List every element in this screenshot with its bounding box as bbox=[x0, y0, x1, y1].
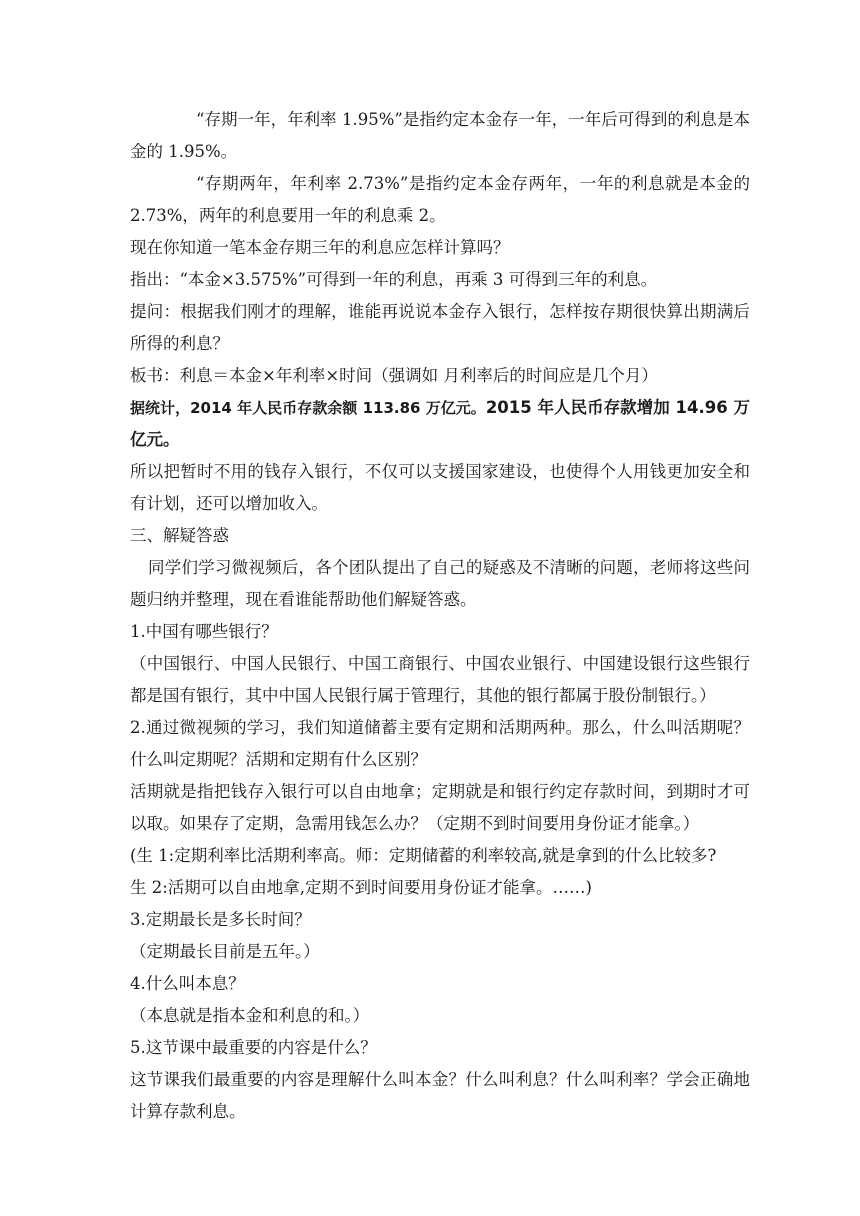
paragraph-rate-one-year: “存期一年，年利率 1.95%”是指约定本金存一年，一年后可得到的利息是本金的 1.95%。 bbox=[130, 110, 750, 161]
answer-5: 这节课我们最重要的内容是理解什么叫本金？什么叫利息？什么叫利率？学会正确地计算存款利息。 bbox=[130, 1070, 750, 1121]
answer-4: （本息就是指本金和利息的和。） bbox=[130, 1006, 370, 1025]
question-4: 4.什么叫本息？ bbox=[130, 974, 245, 993]
answer-3: （定期最长目前是五年。） bbox=[130, 942, 320, 961]
paragraph-board-formula: 板书：利息＝本金×年利率×时间（强调如 月利率后的时间应是几个月） bbox=[130, 366, 658, 385]
answer-2-student-1: (生 1:定期利率比活期利率高。师：定期储蓄的利率较高,就是拿到的什么比较多? bbox=[130, 846, 717, 865]
answer-1: （中国银行、中国人民银行、中国工商银行、中国农业银行、中国建设银行这些银行都是国有银行，其中中国人民银行属于管理行，其他的银行都属于股份制银行。） bbox=[130, 654, 750, 705]
statistics-2015: 2015 年人民币存款增加 14.96 万亿元。 bbox=[130, 398, 750, 449]
statistics-2014: 据统计，2014 年人民币存款余额 113.86 万亿元。 bbox=[130, 399, 486, 417]
paragraph-ask: 提问：根据我们刚才的理解，谁能再说说本金存入银行，怎样按存期很快算出期满后所得的利息？ bbox=[130, 302, 750, 353]
question-2: 2.通过微视频的学习，我们知道储蓄主要有定期和活期两种。那么，什么叫活期呢？什么叫定期呢？活期和定期有什么区别？ bbox=[130, 718, 750, 769]
paragraph-rate-two-years: “存期两年，年利率 2.73%”是指约定本金存两年，一年的利息就是本金的 2.73%，两年的利息要用一年的利息乘 2。 bbox=[130, 174, 750, 225]
paragraph-intro: 同学们学习微视频后，各个团队提出了自己的疑惑及不清晰的问题，老师将这些问题归纳并整理，现在看谁能帮助他们解疑答惑。 bbox=[130, 558, 750, 609]
question-3: 3.定期最长是多长时间？ bbox=[130, 910, 311, 929]
section-heading: 三、解疑答惑 bbox=[130, 526, 229, 545]
paragraph-question-three-years: 现在你知道一笔本金存期三年的利息应怎样计算吗？ bbox=[130, 238, 510, 257]
question-1: 1.中国有哪些银行？ bbox=[130, 622, 278, 641]
paragraph-statistics bbox=[130, 392, 750, 456]
question-5: 5.这节课中最重要的内容是什么？ bbox=[130, 1038, 377, 1057]
answer-2: 活期就是指把钱存入银行可以自由地拿；定期就是和银行约定存款时间，到期时才可以取。如果存了定期，急需用钱怎么办？（定期不到时间要用身份证才能拿。） bbox=[130, 782, 750, 833]
answer-2-student-2: 生 2:活期可以自由地拿,定期不到时间要用身份证才能拿。……) bbox=[130, 878, 592, 897]
paragraph-conclusion: 所以把暂时不用的钱存入银行，不仅可以支援国家建设，也使得个人用钱更加安全和有计划，还可以增加收入。 bbox=[130, 462, 750, 513]
paragraph-point-out: 指出：“本金×3.575%”可得到一年的利息，再乘 3 可得到三年的利息。 bbox=[130, 270, 658, 289]
